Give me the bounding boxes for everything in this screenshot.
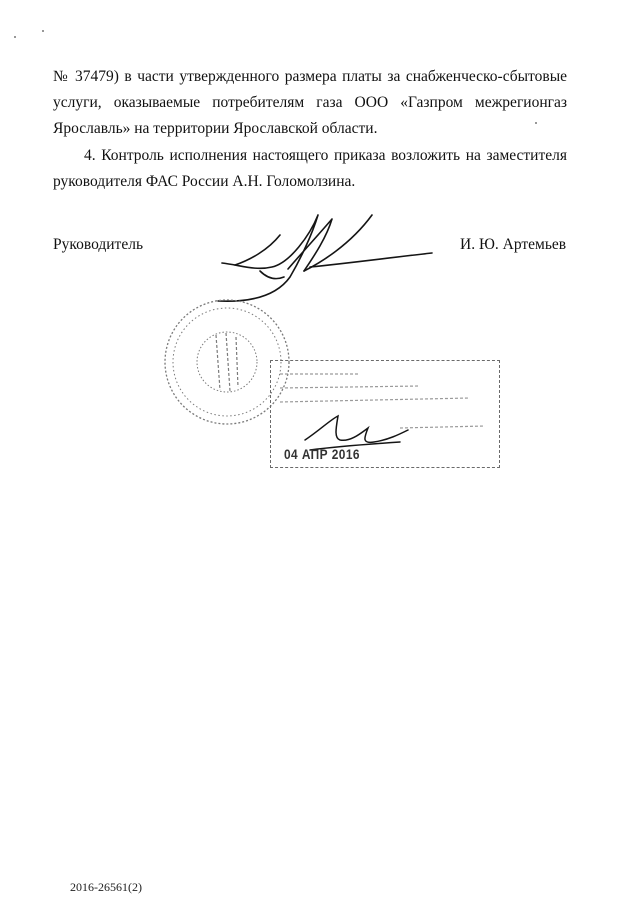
signatory-role: Руководитель bbox=[53, 236, 144, 253]
text-line: Ярославль» на территории Ярославской области. bbox=[53, 120, 378, 137]
text-line: № 37479) в части утвержденного размера платы за снабженческо-сбытовые bbox=[53, 68, 567, 85]
scan-speck bbox=[42, 30, 44, 32]
text-line: руководителя ФАС России А.Н. Голомолзина. bbox=[53, 173, 356, 190]
text-line: 4. Контроль исполнения настоящего приказа возложить на заместителя bbox=[84, 147, 567, 164]
registration-stamp bbox=[270, 360, 502, 470]
scan-speck bbox=[14, 36, 16, 38]
paragraph-4 bbox=[53, 143, 567, 195]
text-line: услуги, оказываемые потребителям газа ООО «Газпром межрегионгаз bbox=[53, 94, 567, 111]
signatory-name: И. Ю. Артемьев bbox=[460, 236, 567, 253]
stamp-date: 04 АПР 2016 bbox=[284, 446, 360, 462]
document-number: 2016-26561(2) bbox=[70, 880, 142, 894]
paragraph-3-continuation bbox=[53, 64, 567, 142]
scan-speck bbox=[535, 122, 537, 124]
